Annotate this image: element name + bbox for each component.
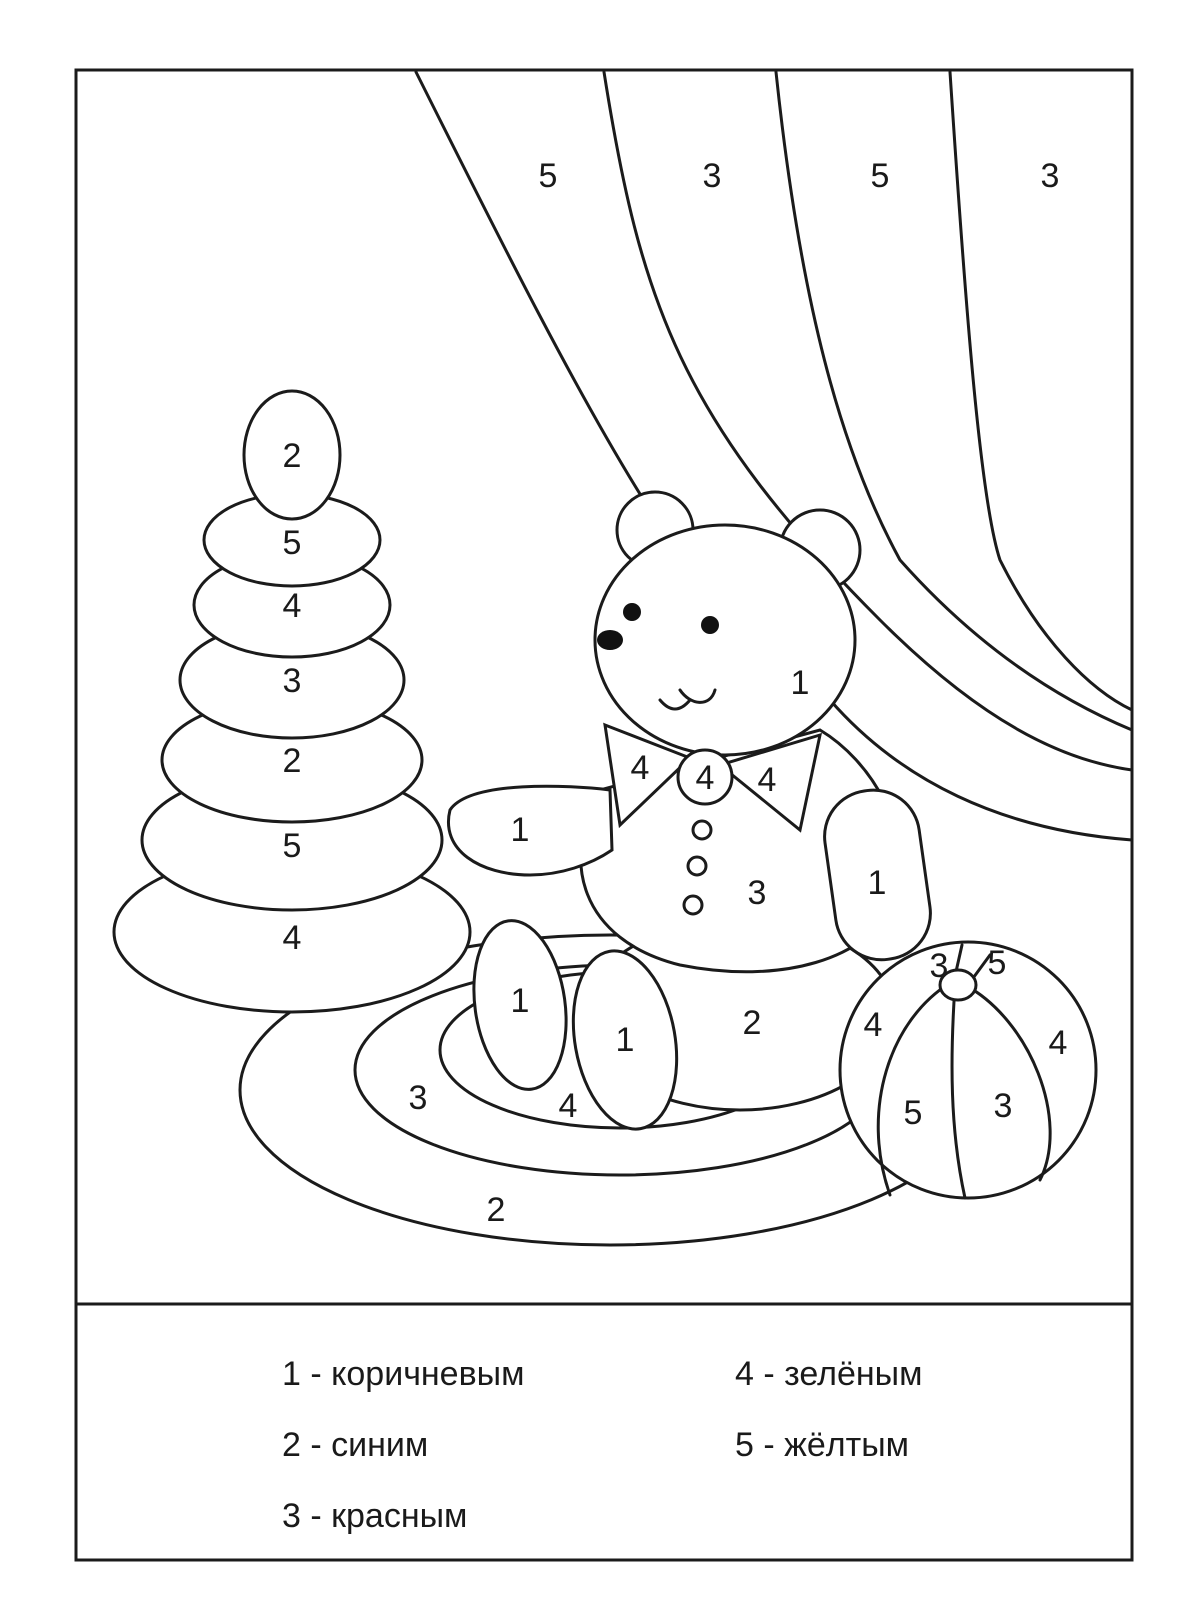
bow-left-num: 4	[630, 748, 650, 787]
pyramid-toy	[114, 391, 470, 1012]
bow-knot-num: 4	[695, 758, 715, 797]
ball	[840, 942, 1096, 1198]
ball-num: 4	[863, 1005, 883, 1044]
color-legend	[282, 1355, 922, 1535]
curtain-num: 5	[538, 156, 558, 195]
body-num: 3	[747, 873, 767, 912]
legend-item: 4 - зелёным	[735, 1355, 923, 1393]
ball-num: 5	[903, 1093, 923, 1132]
bear-nose	[597, 630, 623, 650]
legend-item: 5 - жёлтым	[735, 1426, 910, 1464]
lap-num: 2	[742, 1003, 762, 1042]
arm-left-num: 1	[510, 810, 530, 849]
ball-num: 3	[993, 1086, 1013, 1125]
pyramid-num: 4	[282, 918, 302, 957]
legend-item: 1 - коричневым	[282, 1355, 525, 1393]
curtain-num: 5	[870, 156, 890, 195]
foot-right-num: 1	[615, 1020, 635, 1059]
rug-inner-num: 4	[558, 1086, 578, 1125]
bear-head-num: 1	[790, 663, 810, 702]
curtain-num: 3	[1040, 156, 1060, 195]
curtain-num: 3	[702, 156, 722, 195]
ball-num: 5	[987, 943, 1007, 982]
bow-right-num: 4	[757, 760, 777, 799]
arm-right-num: 1	[867, 863, 887, 902]
rug-middle-num: 3	[408, 1078, 428, 1117]
pyramid-num: 2	[282, 436, 302, 475]
pyramid-num: 3	[282, 661, 302, 700]
foot-left-num: 1	[510, 981, 530, 1020]
rug-outer-num: 2	[486, 1190, 506, 1229]
pyramid-num: 2	[282, 741, 302, 780]
bear-eye	[701, 616, 719, 634]
ball-num: 3	[929, 946, 949, 985]
legend-item: 2 - синим	[282, 1426, 429, 1464]
ball-num: 4	[1048, 1023, 1068, 1062]
pyramid-num: 5	[282, 523, 302, 562]
pyramid-num: 5	[282, 826, 302, 865]
bear-eye	[623, 603, 641, 621]
legend-item: 3 - красным	[282, 1497, 468, 1535]
pyramid-num: 4	[282, 586, 302, 625]
